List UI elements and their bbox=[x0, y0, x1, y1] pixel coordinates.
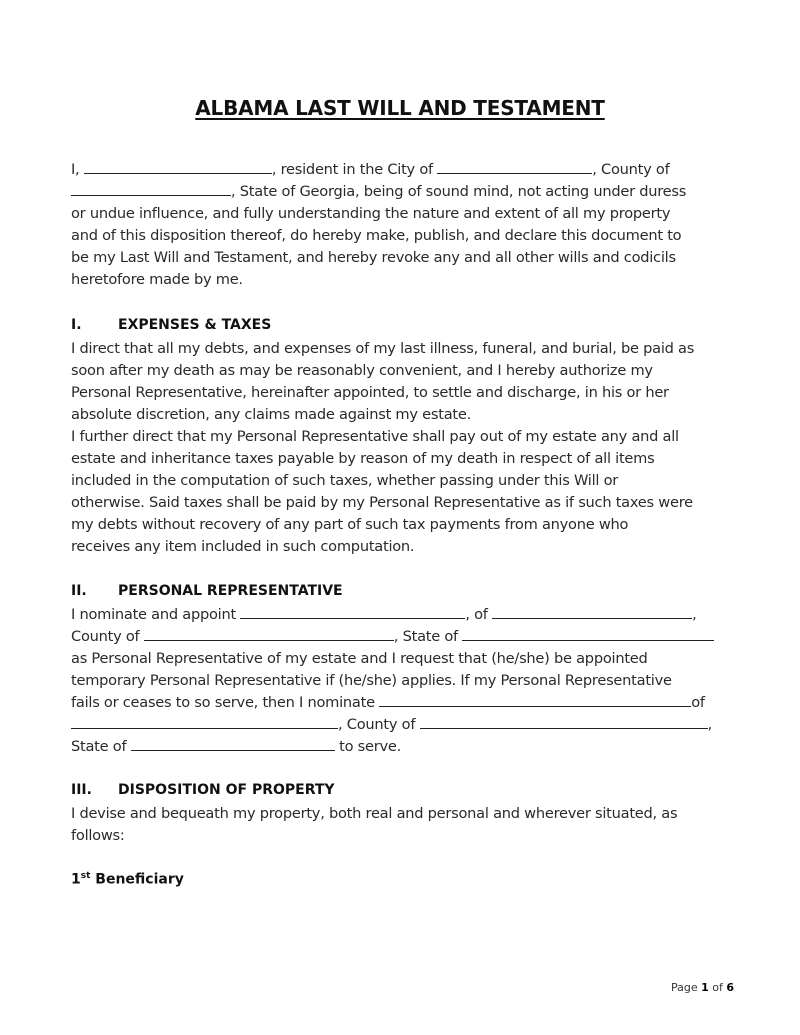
beneficiary-heading bbox=[71, 871, 184, 888]
county-blank[interactable] bbox=[71, 181, 231, 196]
document-title: ALBAMA LAST WILL AND TESTAMENT bbox=[195, 96, 605, 120]
text: , County of bbox=[338, 716, 420, 733]
section1-line: included in the computation of such taxes, whether passing under this Will or bbox=[71, 472, 619, 489]
section-number: II. bbox=[71, 583, 87, 599]
section2-line-3: as Personal Representative of my estate and I request that (he/she) be appointed bbox=[71, 650, 648, 667]
alternate-representative-county-blank[interactable] bbox=[420, 714, 708, 729]
text: , of bbox=[465, 606, 493, 623]
section1-line: I direct that all my debts, and expenses of my last illness, funeral, and burial, be paid as bbox=[71, 340, 695, 357]
representative-state-blank[interactable] bbox=[462, 626, 714, 641]
section3-line-2: follows: bbox=[71, 827, 125, 844]
text: to serve. bbox=[334, 738, 401, 755]
representative-county-blank[interactable] bbox=[144, 626, 394, 641]
section1-line: absolute discretion, any claims made against my estate. bbox=[71, 406, 472, 423]
text: , County of bbox=[592, 161, 670, 178]
section2-line-7 bbox=[71, 736, 401, 758]
text: , bbox=[707, 716, 712, 733]
section-number: III. bbox=[71, 782, 92, 798]
section-heading-personal-representative bbox=[71, 583, 343, 599]
section2-line-1 bbox=[71, 604, 696, 626]
text: State of bbox=[71, 738, 131, 755]
intro-line-3: or undue influence, and fully understanding the nature and extent of all my property bbox=[71, 205, 671, 222]
text: of bbox=[691, 694, 705, 711]
section2-line-5 bbox=[71, 692, 705, 714]
text: County of bbox=[71, 628, 144, 645]
current-page: 1 bbox=[701, 981, 709, 994]
section-title: PERSONAL REPRESENTATIVE bbox=[118, 583, 343, 599]
intro-line-4: and of this disposition thereof, do hereby make, publish, and declare this document to bbox=[71, 227, 682, 244]
section-title: DISPOSITION OF PROPERTY bbox=[118, 782, 335, 798]
intro-line-5: be my Last Will and Testament, and hereby revoke any and all other wills and codicils bbox=[71, 249, 676, 266]
intro-line-2 bbox=[71, 181, 686, 203]
total-pages: 6 bbox=[726, 981, 735, 994]
testator-name-blank[interactable] bbox=[84, 159, 272, 174]
section-heading-disposition bbox=[71, 782, 335, 798]
section1-line: my debts without recovery of any part of such tax payments from anyone who bbox=[71, 516, 629, 533]
section-title: EXPENSES & TAXES bbox=[118, 317, 272, 333]
section1-line: receives any item included in such computation. bbox=[71, 538, 415, 555]
section2-line-4: temporary Personal Representative if (he/she) applies. If my Personal Representative bbox=[71, 672, 672, 689]
text: Page bbox=[671, 981, 702, 994]
section-heading-expenses bbox=[71, 317, 271, 333]
text: , State of bbox=[393, 628, 463, 645]
alternate-representative-name-blank[interactable] bbox=[379, 692, 691, 707]
text: 1 bbox=[71, 871, 81, 888]
text: Beneficiary bbox=[90, 871, 184, 888]
section3-line-1: I devise and bequeath my property, both real and personal and wherever situated, as bbox=[71, 805, 678, 822]
text: I nominate and appoint bbox=[71, 606, 241, 623]
text: , State of Georgia, being of sound mind, not acting under duress bbox=[231, 183, 687, 200]
section1-line: Personal Representative, hereinafter appointed, to settle and discharge, in his or her bbox=[71, 384, 669, 401]
alternate-representative-residence-blank[interactable] bbox=[71, 714, 338, 729]
section-number: I. bbox=[71, 317, 82, 333]
representative-name-blank[interactable] bbox=[240, 604, 465, 619]
representative-residence-blank[interactable] bbox=[492, 604, 692, 619]
page-number bbox=[671, 981, 734, 994]
intro-line-1 bbox=[71, 159, 670, 181]
alternate-representative-state-blank[interactable] bbox=[131, 736, 335, 751]
text: of bbox=[708, 981, 727, 994]
text: I, bbox=[71, 161, 84, 178]
text: fails or ceases to so serve, then I nominate bbox=[71, 694, 380, 711]
ordinal-suffix: st bbox=[80, 871, 91, 881]
intro-line-6: heretofore made by me. bbox=[71, 271, 243, 288]
section1-line: estate and inheritance taxes payable by reason of my death in respect of all items bbox=[71, 450, 655, 467]
city-blank[interactable] bbox=[437, 159, 592, 174]
text: , resident in the City of bbox=[271, 161, 438, 178]
section2-line-6 bbox=[71, 714, 712, 736]
section2-line-2 bbox=[71, 626, 714, 648]
text: , bbox=[692, 606, 697, 623]
section1-line: otherwise. Said taxes shall be paid by my Personal Representative as if such taxes were bbox=[71, 494, 693, 511]
section1-line: soon after my death as may be reasonably convenient, and I hereby authorize my bbox=[71, 362, 653, 379]
section1-line: I further direct that my Personal Representative shall pay out of my estate any and all bbox=[71, 428, 679, 445]
